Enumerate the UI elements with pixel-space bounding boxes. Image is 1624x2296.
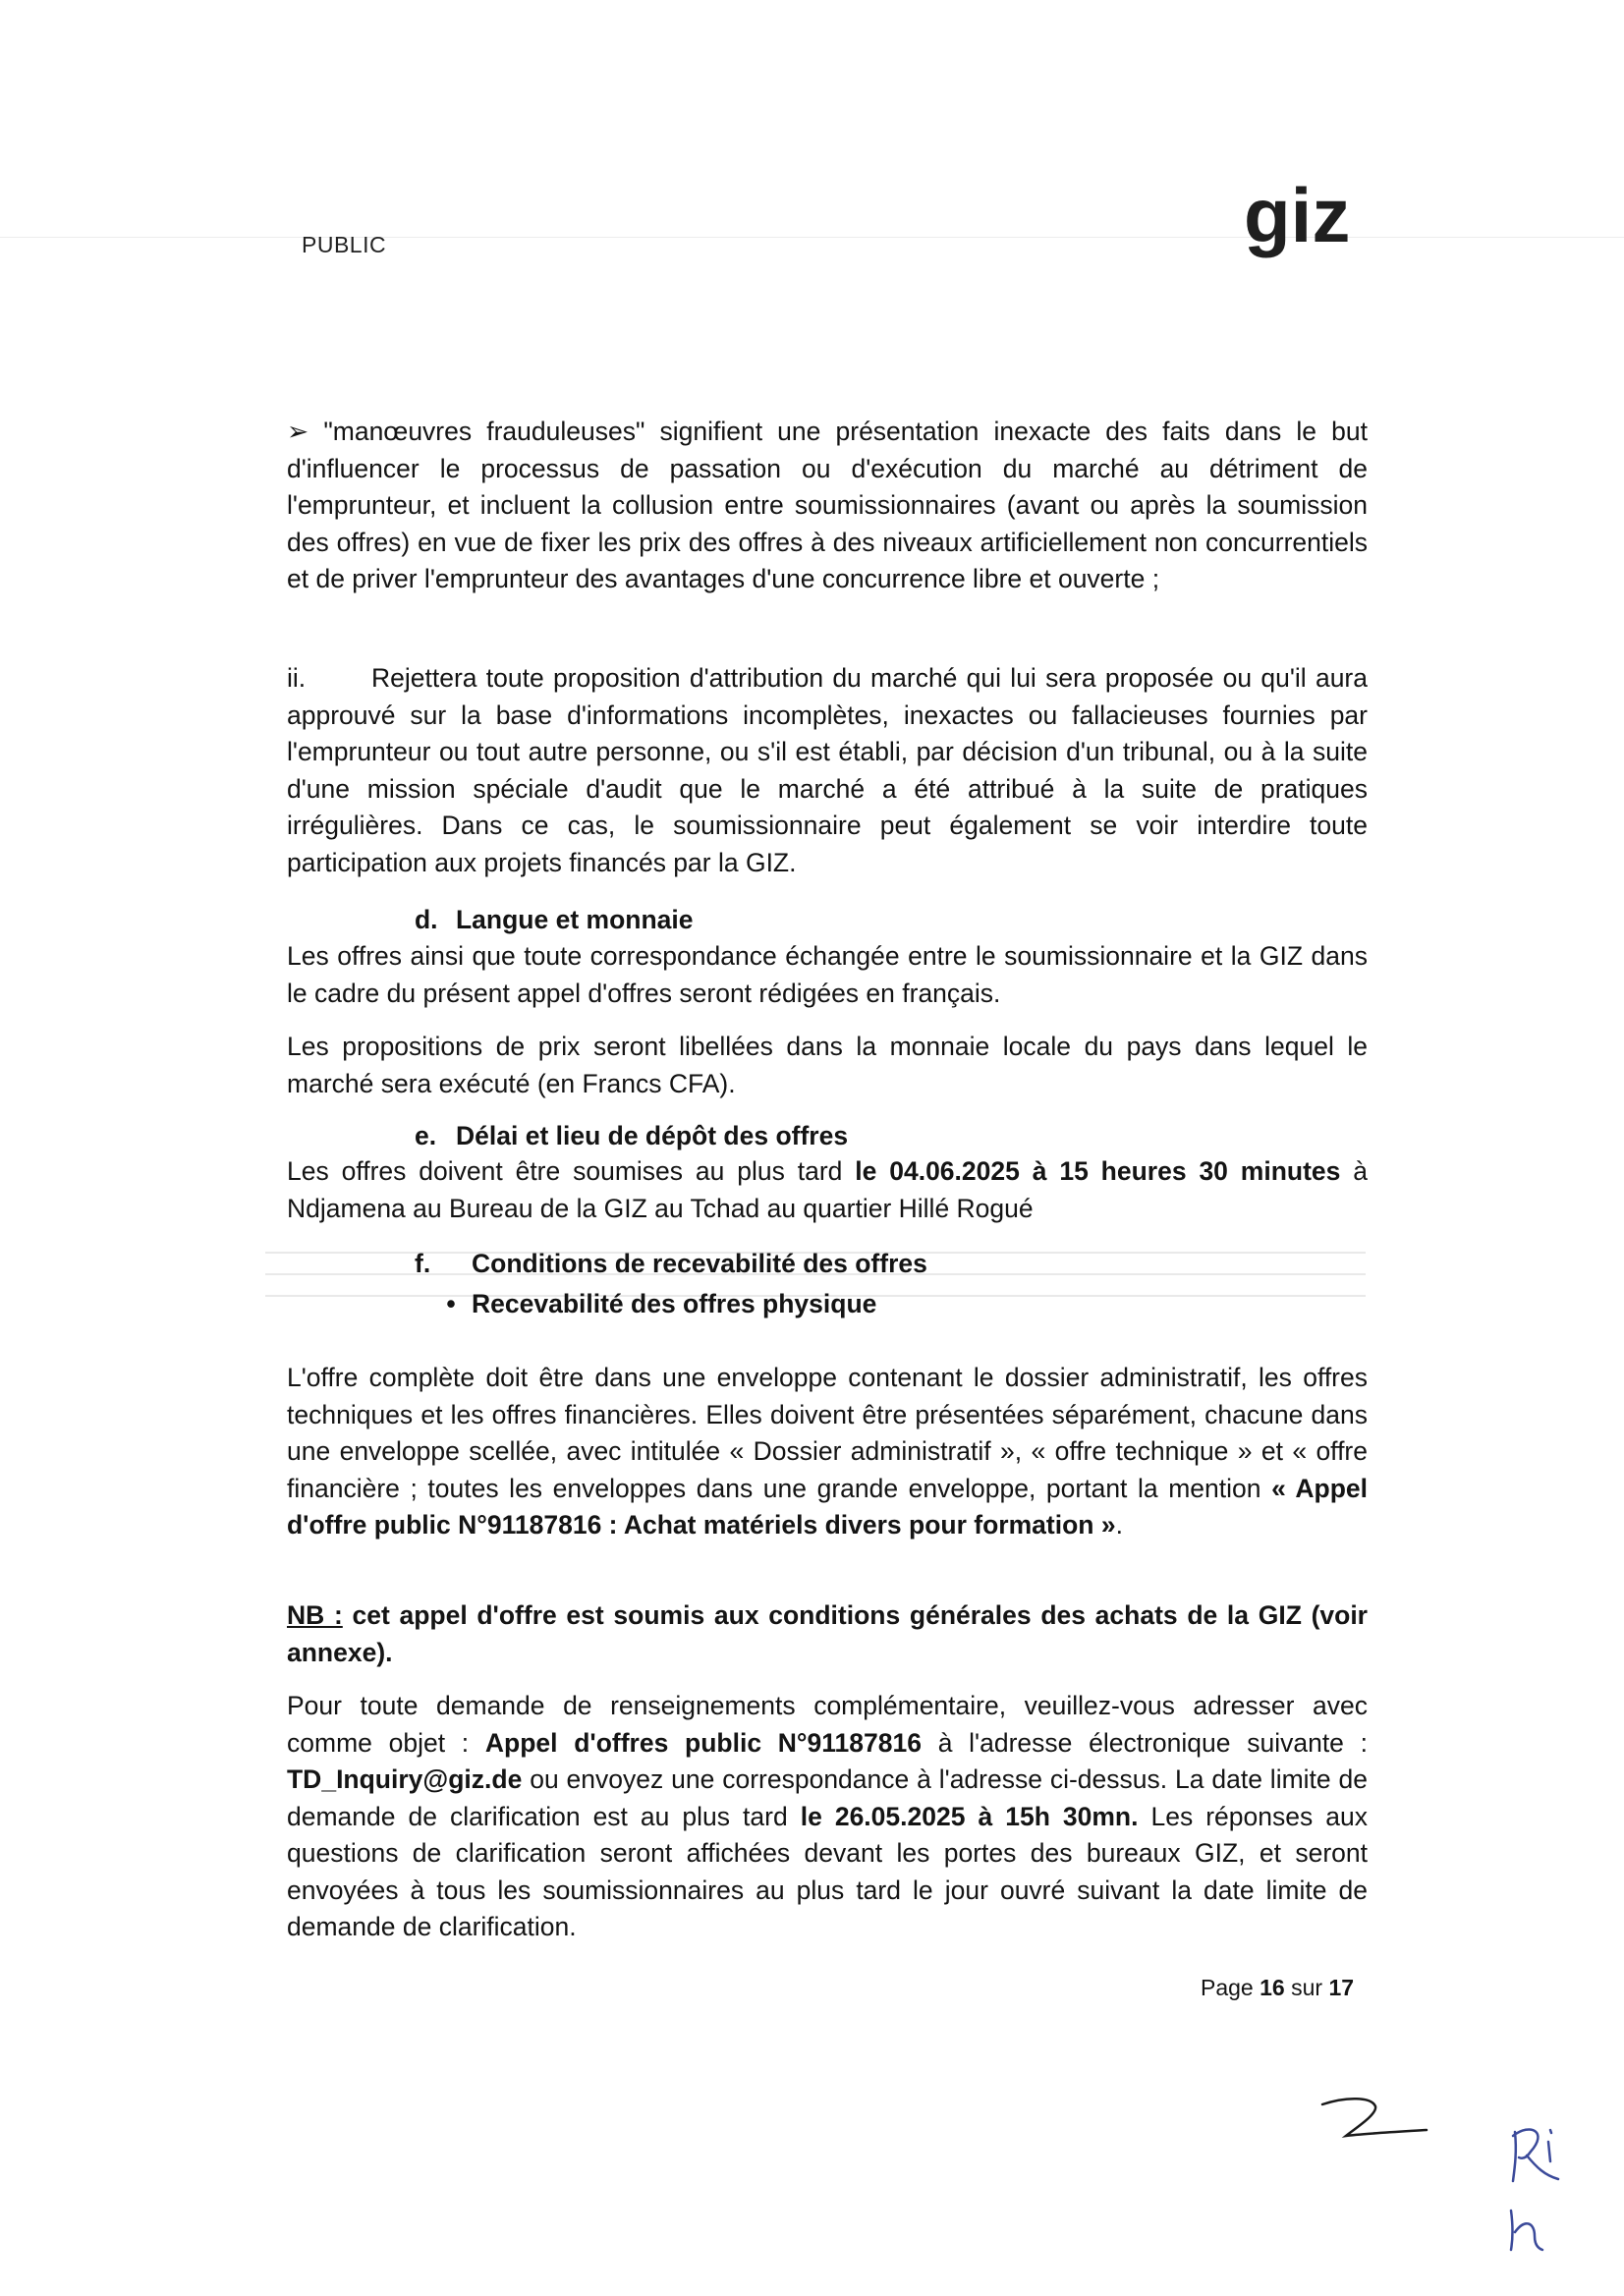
section-heading-e xyxy=(415,1118,848,1153)
page-number xyxy=(1201,1975,1354,2001)
handwritten-initial-mark xyxy=(1316,2093,1434,2152)
section-title: Conditions de recevabilité des offres xyxy=(472,1249,927,1278)
section-number: f. xyxy=(415,1249,431,1278)
nb-label: NB : xyxy=(287,1600,343,1630)
page-label: Page xyxy=(1201,1975,1254,2000)
bullet-icon: • xyxy=(446,1289,456,1318)
text-run: Pour toute demande de renseignements complémentaire, veuillez-vous adresser avec comme objet : xyxy=(287,1691,1368,1758)
text-run: . xyxy=(1115,1510,1123,1540)
text-run: Les réponses aux questions de clarification seront affichées devant les portes des bureaux GIZ, et seront envoyées à tous les soumissionnaires au plus tard le jour ouvré suivant la date limite de demande de clarification. xyxy=(287,1801,1368,1941)
giz-logo-text: giz xyxy=(1244,177,1351,258)
text-run: à l'adresse électronique suivante : xyxy=(921,1727,1368,1758)
section-heading-d xyxy=(415,902,693,937)
classification-label: PUBLIC xyxy=(302,232,387,257)
deadline-date: le 04.06.2025 à 15 heures 30 minutes xyxy=(855,1156,1341,1186)
paragraph-text: Rejettera toute proposition d'attribution du marché qui lui sera proposée ou qu'il aura approuvé sur la base d'informations incomplètes, inexactes ou fallacieuses fournies par l'emprunteur ou tout autre personne, ou s'il est établi, par décision d'un tribunal, ou à la suite d'une mission spéciale d'audit que le marché a été attribué à la suite de pratiques irrégulières. Dans ce cas, le soumissionnaire peut également se voir interdire toute participation aux projets financés par la GIZ. xyxy=(287,663,1368,877)
paragraph-deadline xyxy=(287,1153,1368,1227)
nb-text: cet appel d'offre est soumis aux conditions générales des achats de la GIZ (voir annexe). xyxy=(287,1600,1368,1667)
arrow-bullet-icon: ➢ xyxy=(287,417,309,446)
tender-reference: « Appel d'offre public N°91187816 : Achat matériels divers pour formation » xyxy=(287,1473,1369,1540)
section-number: d. xyxy=(415,905,438,934)
text-run: Les offres doivent être soumises au plus tard xyxy=(287,1156,856,1186)
paragraph-currency: Les propositions de prix seront libellées dans la monnaie locale du pays dans lequel le marché sera exécuté (en Francs CFA). xyxy=(287,1032,1368,1098)
list-number: ii. xyxy=(287,663,307,693)
paragraph-language: Les offres ainsi que toute correspondance échangée entre le soumissionnaire et la GIZ dans le cadre du présent appel d'offres seront rédigées en français. xyxy=(287,941,1368,1008)
giz-logo xyxy=(1240,177,1358,271)
section-title: Langue et monnaie xyxy=(456,905,694,934)
text-run: L'offre complète doit être dans une enveloppe contenant le dossier administratif, les offres techniques et les offres financières. Elles doivent être présentées séparément, chacune dans une enveloppe scellée, avec intitulée « Dossier administratif », « offre technique » et « offre financière ; toutes les enveloppes dans une grande enveloppe, portant la mention xyxy=(287,1363,1368,1503)
total-pages: 17 xyxy=(1328,1975,1355,2000)
current-page: 16 xyxy=(1260,1975,1285,2000)
paragraph-offer-envelope xyxy=(287,1360,1368,1544)
paragraph-fraudulent-practices xyxy=(287,414,1368,598)
paragraph-rejection xyxy=(287,660,1368,881)
section-subheading xyxy=(430,1286,876,1321)
tender-reference: Appel d'offres public N°91187816 xyxy=(484,1727,922,1758)
section-number: e. xyxy=(415,1121,437,1150)
section-title: Délai et lieu de dépôt des offres xyxy=(456,1121,849,1150)
paragraph-nb xyxy=(287,1597,1368,1671)
section-heading-f xyxy=(415,1246,927,1281)
text-run: à Ndjamena au Bureau de la GIZ au Tchad au quartier Hillé Rogué xyxy=(287,1156,1368,1223)
text-run: ou envoyez une correspondance à l'adresse ci-dessus. La date limite de demande de clarification est au plus tard xyxy=(287,1764,1368,1831)
handwritten-initials-signature xyxy=(1501,2112,1580,2260)
clarification-deadline: le 26.05.2025 à 15h 30mn. xyxy=(800,1801,1139,1831)
paragraph-contact xyxy=(287,1688,1368,1946)
paragraph-text: "manœuvres frauduleuses" signifient une présentation inexacte des faits dans le but d'influencer le processus de passation ou d'exécution du marché au détriment de l'emprunteur, et incluent la collusion entre soumissionnaires (avant ou après la soumission des offres) en vue de fixer les prix des offres à des niveaux artificiellement non concurrentiels et de priver l'emprunteur des avantages d'une concurrence libre et ouverte ; xyxy=(287,417,1368,593)
subheading-text: Recevabilité des offres physique xyxy=(472,1289,877,1318)
header-rule xyxy=(0,237,1624,238)
contact-email: TD_Inquiry@giz.de xyxy=(287,1764,523,1794)
page-separator: sur xyxy=(1291,1975,1323,2000)
